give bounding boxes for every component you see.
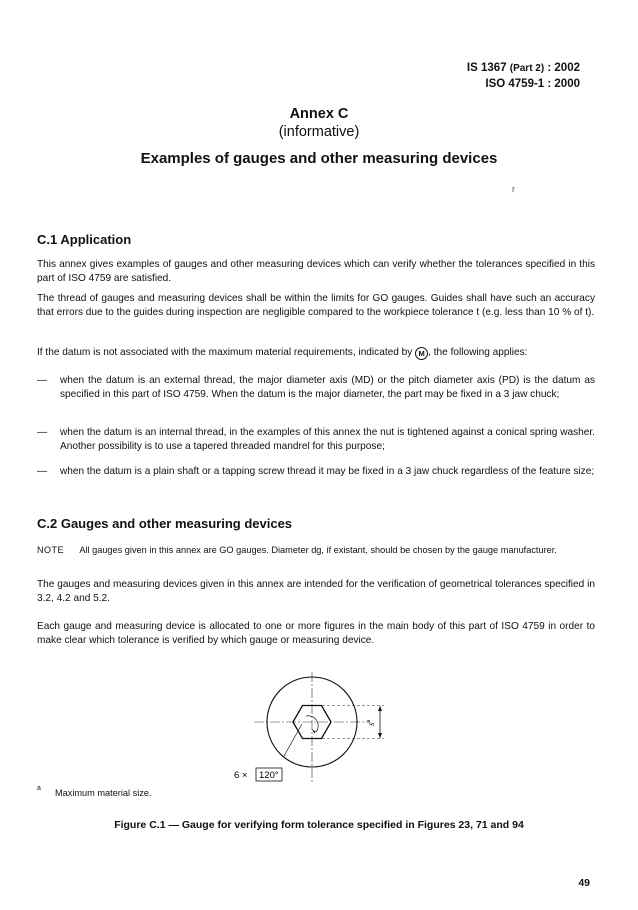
dimension-arrow-bottom xyxy=(378,733,382,738)
standard-number-iso: ISO 4759-1 : 2000 xyxy=(485,78,580,90)
note xyxy=(37,544,595,558)
list-dash: — xyxy=(37,375,48,386)
gauge-drawing xyxy=(234,668,390,790)
c2-paragraph-2: Each gauge and measuring device is allocated to one or more figures in the main body of this part of ISO 4759 in order to make clear which tolerance is verified by which gauge or measuring device. xyxy=(37,621,595,646)
max-material-symbol: M xyxy=(415,347,428,360)
c1-paragraph-1: This annex gives examples of gauges and other measuring devices which can verify whether the tolerances specified in this part of ISO 4759 are satisfied. xyxy=(37,259,595,284)
c1-paragraph-3: If the datum is not associated with the maximum material requirements, indicated by M , the following applies: xyxy=(37,347,528,358)
list-item xyxy=(37,465,595,493)
stray-mark: r xyxy=(512,184,515,194)
angle-leader-line xyxy=(284,724,302,756)
footnote-mark: a xyxy=(37,785,41,792)
figure-caption: Figure C.1 — Gauge for verifying form tolerance specified in Figures 23, 71 and 94 xyxy=(114,819,524,831)
list-item xyxy=(37,426,595,454)
list-item xyxy=(37,374,595,416)
annex-title: Annex C xyxy=(289,106,349,122)
angle-value: 120° xyxy=(259,770,279,781)
angle-arrow xyxy=(312,729,316,733)
list-dash: — xyxy=(37,427,48,438)
standard-number-is: IS 1367 (Part 2) : 2002 xyxy=(466,62,580,74)
list-item-text: when the datum is an external thread, the major diameter axis (MD) or the pitch diameter axis (PD) is the datum as specified in this part of ISO 4759. When the datum is the major diameter, the part may be fixed in a 3 jaw chuck; xyxy=(60,375,595,400)
section-heading-c2: C.2 Gauges and other measuring devices xyxy=(37,516,293,531)
list-dash: — xyxy=(37,466,48,477)
note-text: All gauges given in this annex are GO gauges. Diameter dg, if existant, should be chosen by the gauge manufacturer. xyxy=(79,545,557,555)
section-heading-c1: C.1 Application xyxy=(37,232,132,247)
dimension-arrow-top xyxy=(378,706,382,711)
page-number: 49 xyxy=(578,877,590,889)
c1-paragraph-2: The thread of gauges and measuring devices shall be within the limits for GO gauges. Guides shall have such an accuracy that errors due to the guides during inspection are negligible compared to the workpiece tolerance t (e.g. less than 10 % of t). xyxy=(37,293,595,318)
annex-heading: Examples of gauges and other measuring devices xyxy=(140,150,498,167)
c2-paragraph-1: The gauges and measuring devices given in this annex are intended for the verification of geometrical tolerances specified in 3.2, 4.2 and 5.2. xyxy=(37,579,595,604)
dimension-label-s: $s^a$ xyxy=(366,719,376,726)
list-item-text: when the datum is an internal thread, in the examples of this annex the nut is tightened against a conical spring washer. Another possibility is to use a tapered threaded mandrel for this purpose; xyxy=(60,427,595,452)
list-item-text: when the datum is a plain shaft or a tapping screw thread it may be fixed in a 3 jaw chuck regardless of the feature size; xyxy=(60,466,595,477)
footnote-text: Maximum material size. xyxy=(55,788,152,798)
figure-footnote xyxy=(37,785,237,802)
angle-multiplier: 6 × xyxy=(234,770,248,781)
annex-subtitle: (informative) xyxy=(278,124,360,140)
note-label: NOTE xyxy=(37,545,65,555)
